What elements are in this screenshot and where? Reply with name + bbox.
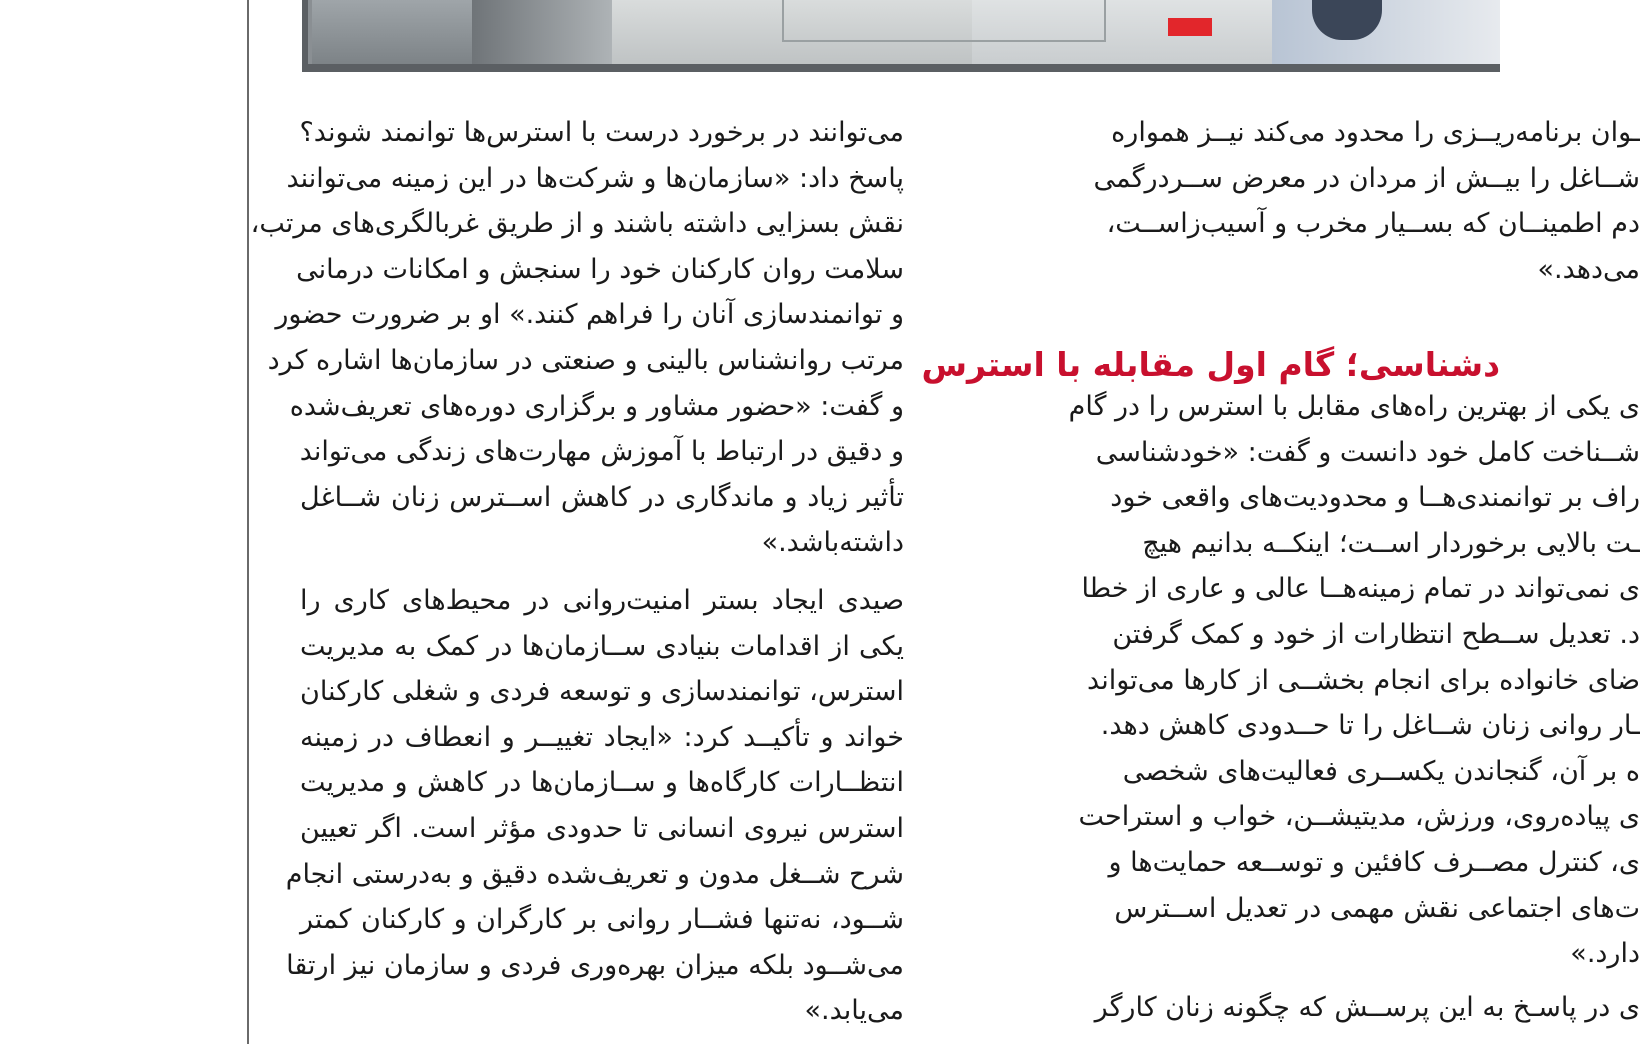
- text-line: [0, 137, 224, 183]
- text-line: می‌دهد.»: [1537, 253, 1640, 285]
- text-line: [0, 547, 224, 593]
- text-line: [0, 775, 224, 821]
- text-line: ت‌های اجتماعی نقش مهمی در تعدیل اســترس: [1114, 892, 1640, 924]
- middle-column-text: [250, 110, 904, 1034]
- text-line: [0, 866, 224, 912]
- right-paragraph-3: [950, 985, 1640, 1031]
- right-column: [921, 0, 1640, 1044]
- text-line: [0, 0, 224, 46]
- text-line: داشته‌باشد.»: [761, 527, 904, 559]
- right-paragraph-2: [950, 384, 1640, 977]
- text-line: شــناخت کامل خود دانست و گفت: «خودشناسی: [1095, 436, 1640, 468]
- text-line: [0, 912, 224, 958]
- text-line: [0, 684, 224, 730]
- text-line: ـوان برنامه‌ریــزی را محدود می‌کند نیــز همواره: [1111, 117, 1640, 148]
- text-line: پاسخ داد: «سازمان‌ها و شرکت‌ها در این زمینه می‌توانند: [286, 162, 904, 194]
- text-line: [0, 91, 224, 137]
- text-line: [0, 410, 224, 456]
- text-line: [0, 821, 224, 867]
- left-column-text: [0, 0, 224, 1049]
- text-line: [0, 593, 224, 639]
- text-line: ی، کنترل مصــرف کافئین و توســعه حمایت‌ها و: [1108, 846, 1640, 878]
- text-line: د. تعدیل ســطح انتظارات از خود و کمک گرفتن: [1112, 618, 1640, 650]
- text-line: و توانمندسازی آنان را فراهم کنند.» او بر ضرورت حضور: [275, 299, 904, 331]
- column-divider: [247, 0, 249, 1044]
- text-line: و دقیق در ارتباط با آموزش مهارت‌های زندگی می‌تواند: [299, 436, 904, 468]
- text-line: [0, 730, 224, 776]
- text-line: [0, 319, 224, 365]
- text-line: [0, 638, 224, 684]
- text-line: [0, 456, 224, 502]
- text-line: [0, 46, 224, 92]
- text-line: ی پیاده‌روی، ورزش، مدیتیشــن، خواب و استراحت: [1078, 801, 1640, 833]
- text-line: شــاغل را بیــش از مردان در معرض ســردرگمی: [1093, 162, 1640, 194]
- middle-paragraph-1: [250, 110, 904, 566]
- text-line: [0, 1003, 224, 1049]
- text-line: ـار روانی زنان شــاغل را تا حــدودی کاهش دهد.: [1100, 710, 1640, 742]
- text-line: دم اطمینــان که بســیار مخرب و آسیب‌زاســت،: [1106, 208, 1640, 240]
- text-line: انتظــارات کارگاه‌ها و ســازمان‌ها در کاهش و مدیریت: [300, 767, 904, 799]
- text-line: ه بر آن، گنجاندن یکســری فعالیت‌های شخصی: [1122, 755, 1640, 787]
- text-line: [0, 228, 224, 274]
- text-line: راف بر توانمندی‌هــا و محدودیت‌های واقعی خود: [1110, 482, 1640, 514]
- text-line: [0, 182, 224, 228]
- text-line: شرح شــغل مدون و تعریف‌شده دقیق و به‌درستی انجام: [285, 858, 904, 890]
- text-line: می‌شــود بلکه میزان بهره‌وری فردی و سازمان نیز ارتقا: [286, 949, 904, 981]
- text-line: [0, 365, 224, 411]
- text-line: ضای خانواده برای انجام بخشــی از کارها می‌تواند: [1087, 664, 1640, 696]
- right-paragraph-1: [950, 110, 1640, 292]
- text-line: دارد.»: [1570, 938, 1640, 970]
- text-line: استرس نیروی انسانی تا حدودی مؤثر است. اگر تعیین: [300, 812, 904, 844]
- text-line: استرس، توانمندسازی و توسعه فردی و شغلی کارکنان: [300, 676, 904, 708]
- middle-paragraph-2: [285, 578, 904, 1034]
- text-line: صیدی ایجاد بستر امنیت‌روانی در محیط‌های کاری را: [300, 584, 904, 616]
- text-line: ـت بالایی برخوردار اســت؛ اینکــه بدانیم هیچ: [1142, 527, 1640, 559]
- text-line: ی یکی از بهترین راه‌های مقابل با استرس را در گام: [1068, 391, 1640, 422]
- text-line: می‌توانند در برخورد درست با استرس‌ها توانمند شوند؟: [299, 117, 904, 148]
- text-line: سلامت روان کارکنان خود را سنجش و امکانات درمانی: [296, 253, 904, 285]
- text-line: می‌یابد.»: [804, 995, 904, 1027]
- text-line: ی نمی‌تواند در تمام زمینه‌هــا عالی و عاری از خطا: [1081, 573, 1640, 605]
- text-line: و گفت: «حضور مشاور و برگزاری دوره‌های تعریف‌شده: [289, 390, 904, 422]
- text-line: مرتب روانشناس بالینی و صنعتی در سازمان‌ها اشاره کرد: [267, 344, 904, 376]
- text-line: [0, 274, 224, 320]
- text-line: [0, 957, 224, 1003]
- text-line: شــود، نه‌تنها فشــار روانی بر کارگران و کارکنان کمتر: [300, 904, 904, 936]
- text-line: یکی از اقدامات بنیادی ســازمان‌ها در کمک به مدیریت: [300, 630, 904, 662]
- text-line: [0, 502, 224, 548]
- middle-column: [250, 0, 904, 1044]
- text-line: ی در پاسـخ به این پرســش که چگونه زنان کارگر: [1094, 992, 1640, 1023]
- section-heading: دشناسی؛ گام اول مقابله با استرس: [921, 345, 1500, 384]
- left-column: [0, 0, 224, 1044]
- text-line: تأثیر زیاد و ماندگاری در کاهش اســترس زنان شــاغل: [300, 481, 904, 513]
- text-line: خواند و تأکیــد کرد: «ایجاد تغییــر و انعطاف در زمینه: [300, 721, 904, 753]
- text-line: نقش بسزایی داشته باشند و از طریق غربالگری‌های مرتب،: [250, 208, 904, 240]
